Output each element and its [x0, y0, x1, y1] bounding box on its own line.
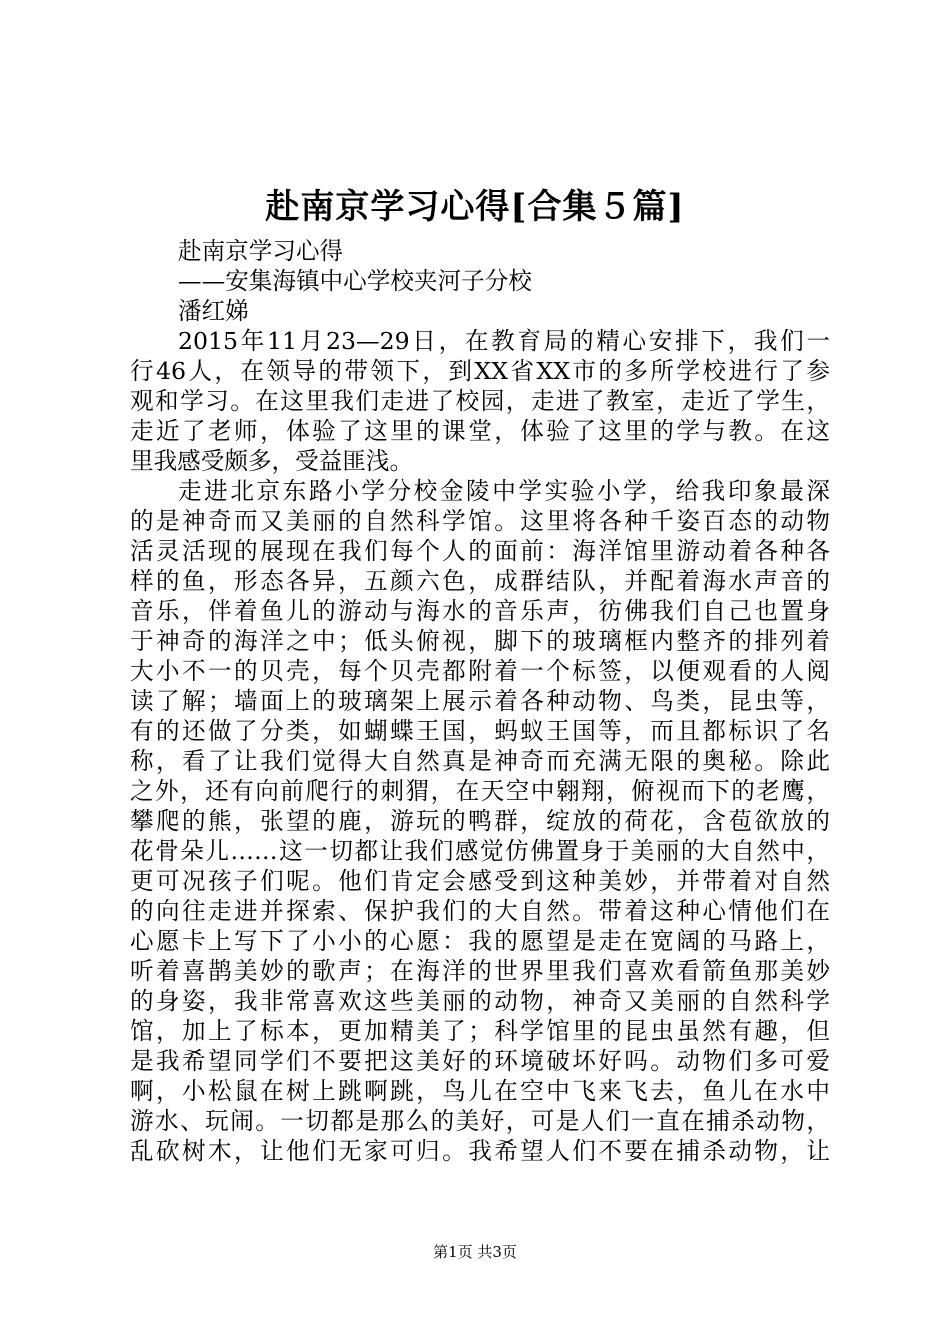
text-line: 更可况孩子们呢。他们肯定会感受到这种美妙，并带着对自然 — [130, 867, 830, 895]
text-line: 馆，加上了标本，更加精美了；科学馆里的昆虫虽然有趣，但 — [130, 1017, 830, 1045]
text-line: 潘红娣 — [178, 297, 249, 325]
text-line: 啊，小松鼠在树上跳啊跳，鸟儿在空中飞来飞去，鱼儿在水中 — [130, 1077, 830, 1105]
text-line: 花骨朵儿……这一切都让我们感觉仿佛置身于美丽的大自然中， — [130, 837, 830, 865]
text-line: 于神奇的海洋之中；低头俯视，脚下的玻璃框内整齐的排列着 — [130, 627, 830, 655]
text-line: 是我希望同学们不要把这美好的环境破坏好吗。动物们多可爱 — [130, 1047, 830, 1075]
text-line: ——安集海镇中心学校夹河子分校 — [178, 267, 532, 295]
text-line: 有的还做了分类，如蝴蝶王国，蚂蚁王国等，而且都标识了名 — [130, 717, 830, 745]
text-line: 听着喜鹊美妙的歌声；在海洋的世界里我们喜欢看箭鱼那美妙 — [130, 957, 830, 985]
text-line: 音乐，伴着鱼儿的游动与海水的音乐声，彷佛我们自己也置身 — [130, 597, 830, 625]
page-footer: 第1页 共3页 — [433, 1243, 517, 1261]
document-title: 赴南京学习心得[合集５篇] — [265, 187, 685, 227]
text-line: 游水、玩闹。一切都是那么的美好，可是人们一直在捕杀动物， — [130, 1107, 830, 1135]
document-body — [130, 236, 830, 1166]
text-line: 的向往走进并探索、保护我们的大自然。带着这种心情他们在 — [130, 897, 830, 925]
text-line: 心愿卡上写下了小小的心愿：我的愿望是走在宽阔的马路上， — [130, 927, 830, 955]
text-line: 走进北京东路小学分校金陵中学实验小学，给我印象最深 — [178, 477, 830, 505]
text-line: 样的鱼，形态各异，五颜六色，成群结队，并配着海水声音的 — [130, 567, 830, 595]
text-line: 攀爬的熊，张望的鹿，游玩的鸭群，绽放的荷花，含苞欲放的 — [130, 807, 830, 835]
text-line: 乱砍树木，让他们无家可归。我希望人们不要在捕杀动物，让 — [130, 1137, 830, 1165]
text-line: 大小不一的贝壳，每个贝壳都附着一个标签，以便观看的人阅 — [130, 657, 830, 685]
text-line: 观和学习。在这里我们走进了校园，走进了教室，走近了学生， — [130, 387, 830, 415]
text-line: 之外，还有向前爬行的刺猬，在天空中翱翔，俯视而下的老鹰， — [130, 777, 830, 805]
text-line: 赴南京学习心得 — [178, 237, 344, 265]
text-line: 行46人，在领导的带领下，到XX省XX市的多所学校进行了参 — [130, 357, 830, 385]
text-line: 读了解；墙面上的玻璃架上展示着各种动物、鸟类，昆虫等， — [130, 687, 830, 715]
text-line: 走近了老师，体验了这里的课堂，体验了这里的学与教。在这 — [130, 417, 830, 445]
text-line: 的身姿，我非常喜欢这些美丽的动物，神奇又美丽的自然科学 — [130, 987, 830, 1015]
text-line: 的是神奇而又美丽的自然科学馆。这里将各种千姿百态的动物 — [130, 507, 830, 535]
text-line: 称，看了让我们觉得大自然真是神奇而充满无限的奥秘。除此 — [130, 747, 830, 775]
text-line: 里我感受颇多，受益匪浅。 — [130, 447, 414, 475]
text-line: 活灵活现的展现在我们每个人的面前：海洋馆里游动着各种各 — [130, 537, 830, 565]
text-line: 2015年11月23—29日，在教育局的精心安排下，我们一 — [178, 327, 830, 355]
